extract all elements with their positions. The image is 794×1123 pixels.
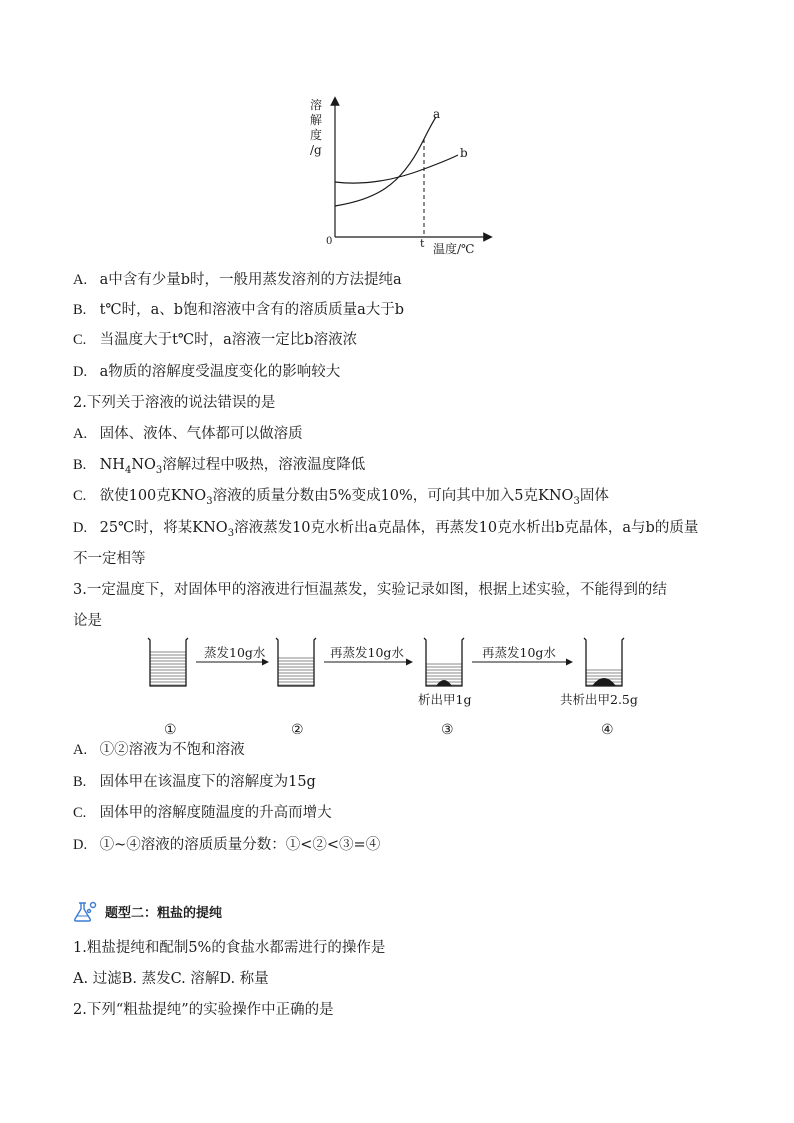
ylabel-1: 溶	[310, 98, 323, 112]
note-beaker-4: 共析出甲2.5g	[560, 692, 638, 707]
note-beaker-3: 析出甲1g	[418, 692, 472, 707]
step-3: ③	[441, 722, 454, 738]
q3-option-b: B. 固体甲在该温度下的溶解度为15g	[73, 774, 316, 790]
q3-option-a: A. ①②溶液为不饱和溶液	[73, 742, 245, 758]
solubility-graph	[300, 95, 500, 265]
beaker-3	[424, 638, 464, 686]
s2-q2-stem: 2.下列“粗盐提纯”的实验操作中正确的是	[73, 1002, 334, 1018]
ylabel-4: /g	[310, 143, 322, 157]
flask-icon	[73, 899, 99, 923]
section2-heading	[73, 898, 222, 924]
evaporation-diagram	[140, 630, 660, 740]
beaker-2	[276, 638, 316, 686]
s2-q1-stem: 1.粗盐提纯和配制5%的食盐水都需进行的操作是	[73, 940, 386, 956]
x-axis-label: 温度/℃	[433, 242, 475, 256]
curve-b-label: b	[460, 146, 468, 160]
q3-option-c: C. 固体甲的溶解度随温度的升高而增大	[73, 805, 332, 821]
q2-option-b: B. $NH_4NO_3$溶解过程中吸热，溶液温度降低	[73, 457, 366, 476]
q2-option-d: D. 25℃时，将某$KNO_3$溶液蒸发10克水析出a克晶体，再蒸发10克水析出b克晶体，a与b的质量	[73, 520, 699, 539]
ylabel-3: 度	[310, 128, 323, 142]
q3-option-d: D. ①~④溶液的溶质质量分数：①<②<③=④	[73, 837, 381, 853]
arrow-3-label: 再蒸发10g水	[482, 645, 556, 660]
q2-option-d-cont: 不一定相等	[73, 551, 146, 567]
step-4: ④	[601, 722, 614, 738]
arrow-1-label: 蒸发10g水	[204, 645, 266, 660]
q2-stem: 2.下列关于溶液的说法错误的是	[73, 395, 276, 411]
q1-option-c: C. 当温度大于t℃时，a溶液一定比b溶液浓	[73, 332, 358, 348]
section2-title: 题型二：粗盐的提纯	[105, 905, 223, 921]
beaker-4	[584, 638, 624, 686]
ylabel-2: 解	[310, 113, 323, 127]
beaker-1	[148, 638, 188, 686]
q1-option-a: A. a中含有少量b时，一般用蒸发溶剂的方法提纯a	[73, 272, 402, 288]
curve-a	[335, 117, 436, 206]
q2-option-c: C. 欲使100克$KNO_3$溶液的质量分数由5%变成10%，可向其中加入5克$KNO_3$固体	[73, 488, 609, 507]
q3-stem-line2: 论是	[73, 613, 102, 629]
q1-option-b: B. t℃时，a、b饱和溶液中含有的溶质质量a大于b	[73, 302, 405, 318]
s2-q1-options: A. 过滤B. 蒸发C. 溶解D. 称量	[73, 971, 269, 987]
curve-a-label: a	[433, 107, 441, 121]
step-1: ①	[164, 722, 177, 738]
q3-stem-line1: 3.一定温度下，对固体甲的溶液进行恒温蒸发，实验记录如图，根据上述实验，不能得到的结	[73, 582, 667, 598]
t-label: t	[420, 237, 425, 250]
origin-label: 0	[326, 236, 333, 247]
q1-option-d: D. a物质的溶解度受温度变化的影响较大	[73, 364, 341, 380]
step-2: ②	[291, 722, 304, 738]
arrow-2-label: 再蒸发10g水	[330, 645, 404, 660]
q2-option-a: A. 固体、液体、气体都可以做溶质	[73, 426, 303, 442]
